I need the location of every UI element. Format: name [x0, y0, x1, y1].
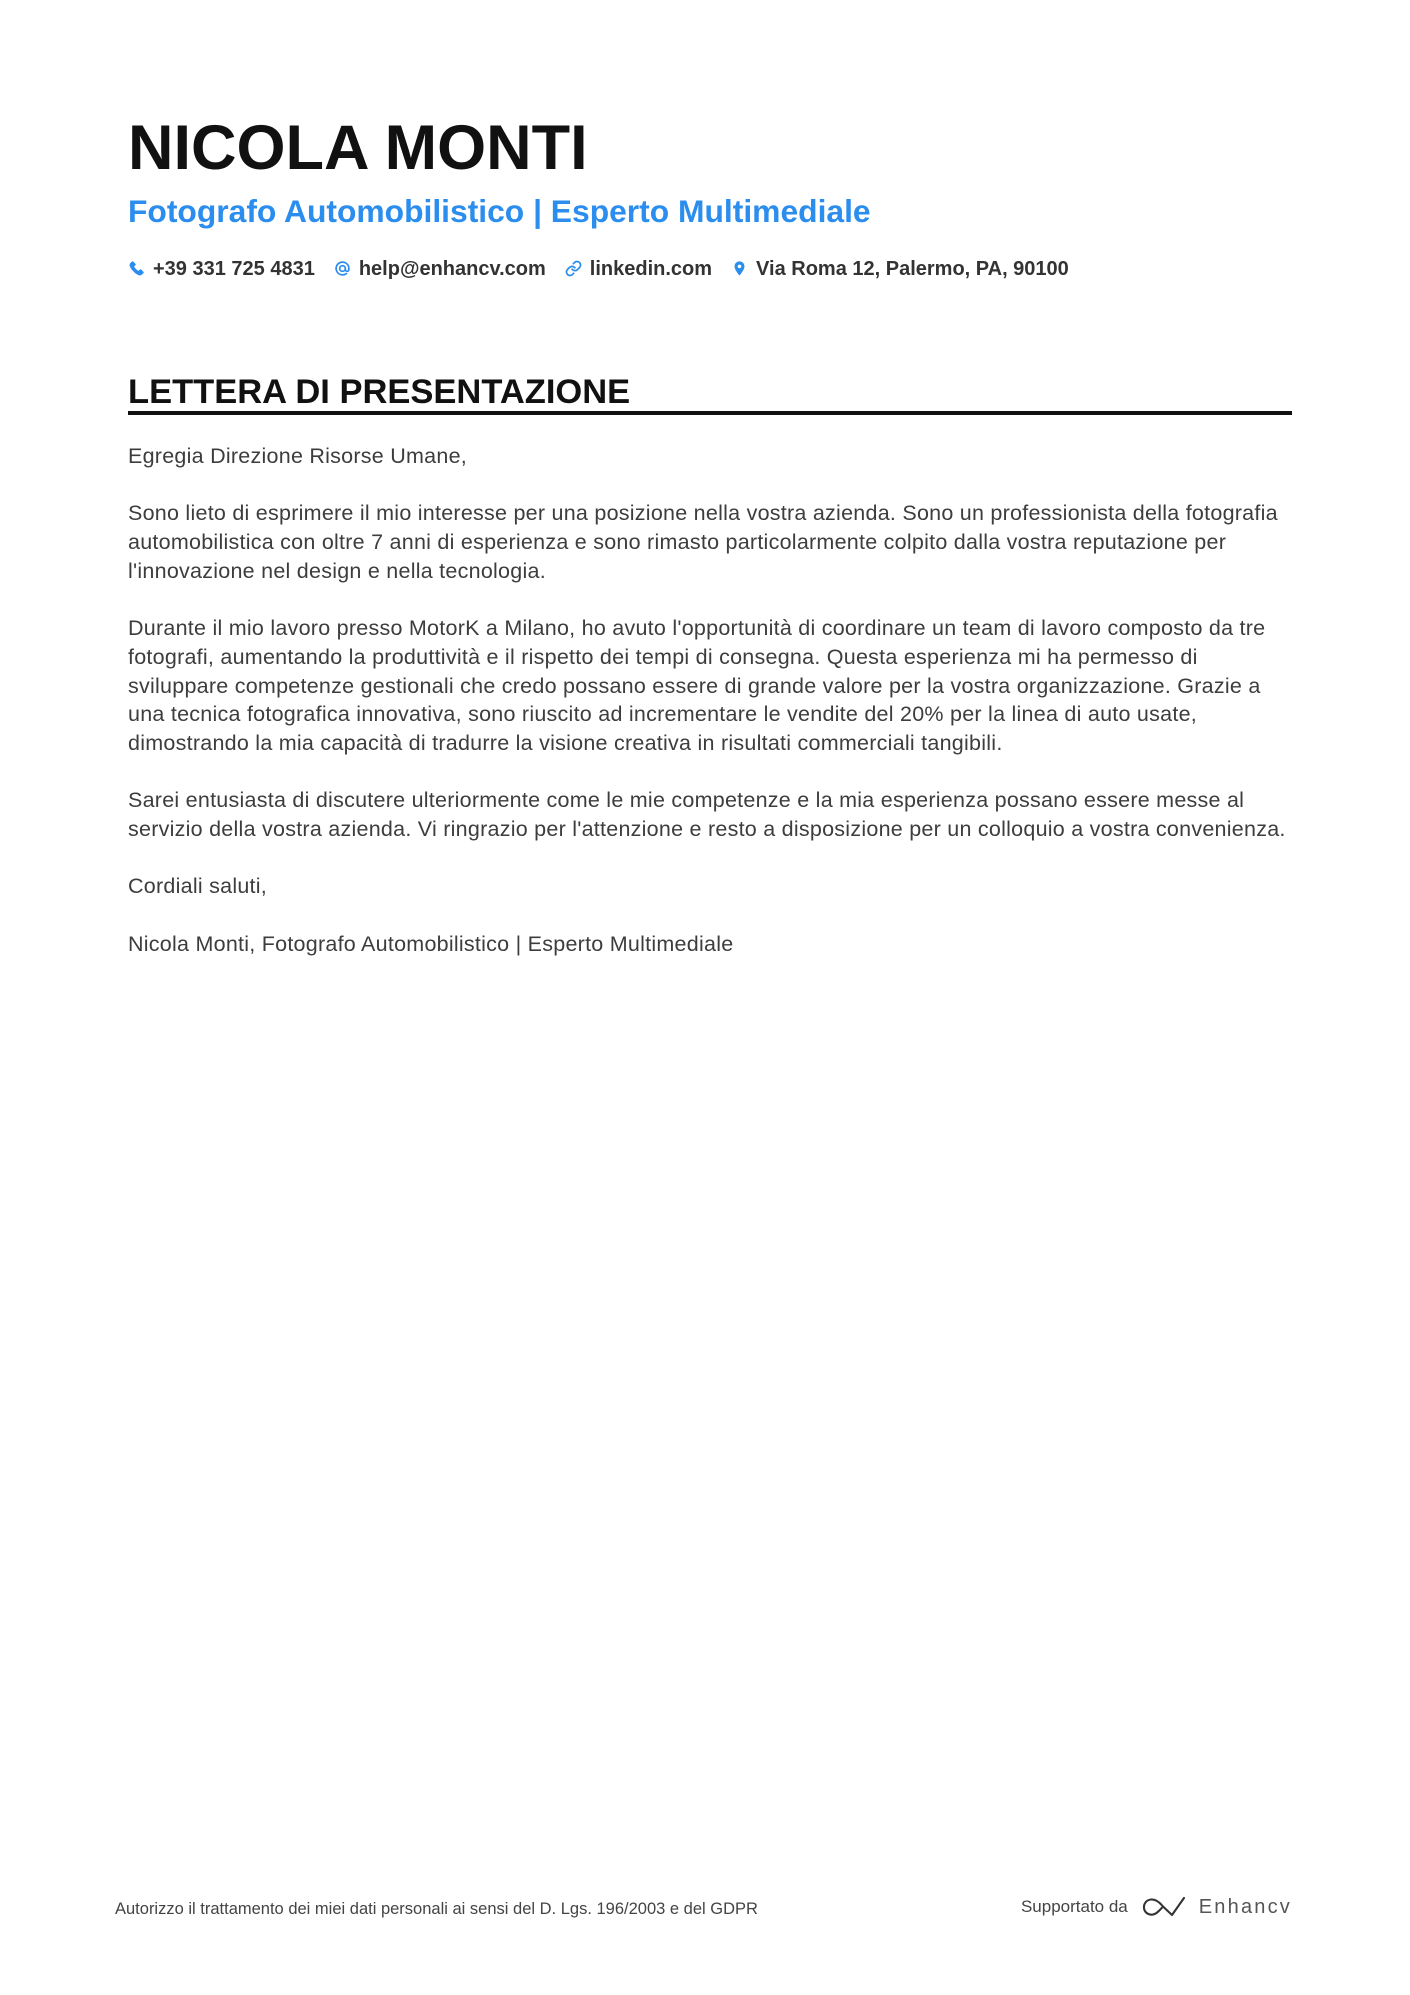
map-pin-icon — [731, 260, 748, 277]
section-divider — [128, 411, 1292, 415]
contact-phone — [128, 259, 315, 279]
link-icon — [565, 260, 582, 277]
closing: Cordiali saluti, — [128, 874, 268, 899]
candidate-name: NICOLA MONTI — [128, 113, 588, 183]
contact-address-text: Via Roma 12, Palermo, PA, 90100 — [756, 257, 1069, 280]
candidate-title: Fotografo Automobilistico | Esperto Multimediale — [128, 193, 871, 229]
contact-linkedin-text[interactable]: linkedin.com — [589, 257, 713, 280]
contact-bar — [128, 258, 1069, 279]
section-heading: LETTERA DI PRESENTAZIONE — [128, 373, 631, 411]
contact-email[interactable] — [334, 259, 546, 279]
powered-by-label: Supportato da — [1020, 1897, 1128, 1916]
contact-linkedin[interactable] — [565, 259, 712, 279]
letter-paragraph: Durante il mio lavoro presso MotorK a Milano, ho avuto l'opportunità di coordinare un team di lavoro composto da tre fotografi, aumentando la produttività e il rispetto dei tempi di consegna. Questa esperienza mi ha permesso di sviluppare competenze gestionali che credo possano essere di grande valore per la vostra organizzazione. Grazie a una tecnica fotografica innovativa, sono riuscito ad incrementare le vendite del 20% per la linea di auto usate, dimostrando la mia capacità di tradurre la visione creativa in risultati commerciali tangibili. — [128, 616, 1266, 755]
privacy-consent-note: Autorizzo il trattamento dei miei dati personali ai sensi del D. Lgs. 196/2003 e del GDPR — [115, 1900, 758, 1918]
enhancv-brand-name: Enhancv — [1198, 1895, 1292, 1918]
phone-icon — [128, 260, 145, 277]
letter-body — [128, 442, 1294, 987]
letter-paragraph: Sono lieto di esprimere il mio interesse per una posizione nella vostra azienda. Sono un professionista della fotografia automobilistica con oltre 7 anni di esperienza e sono rimasto particolarmente colpito dalla vostra reputazione per l'innovazione nel design e nella tecnologia. — [128, 501, 1278, 583]
salutation: Egregia Direzione Risorse Umane, — [128, 444, 468, 468]
contact-address — [731, 259, 1069, 279]
signature: Nicola Monti, Fotografo Automobilistico | Esperto Multimediale — [128, 931, 734, 956]
enhancv-logo-icon — [1141, 1895, 1187, 1919]
letter-paragraph: Sarei entusiasta di discutere ulteriormente come le mie competenze e la mia esperienza possano essere messe al servizio della vostra azienda. Vi ringrazio per l'attenzione e resto a disposizione per un colloquio a vostra convenienza. — [128, 788, 1286, 842]
powered-by-badge — [1021, 1893, 1292, 1921]
at-icon — [334, 260, 351, 277]
contact-email-text[interactable]: help@enhancv.com — [358, 257, 546, 280]
contact-phone-text: +39 331 725 4831 — [153, 257, 315, 280]
